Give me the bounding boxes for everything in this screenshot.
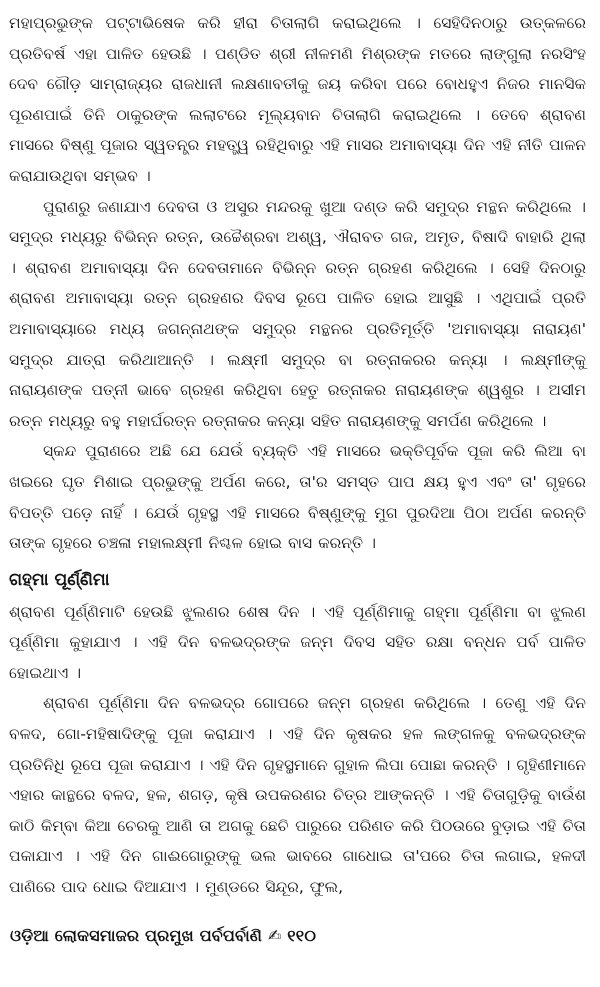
page-footer: ଓଡ଼ିଆ ଲୋକସମାଜର ପ୍ରମୁଖ ପର୍ବପର୍ବାଣି ✍ ୧୧୦ — [10, 926, 317, 945]
paragraph-1: ମହାପ୍ରଭୁଙ୍କ ପଟ୍ଟାଭିଷେକ କରି ହୀରା ଚିତାଲାଗି କରାଇଥିଲେ । ସେହିଦିନଠାରୁ ଉତ୍କଳରେ ପ୍ରତିବର୍ଷ ଏହା ପାଳିତ ହେଉଛି । ପଣ୍ଡିତ ଶ୍ରୀ ନୀଳମଣି ମିଶ୍ରଙ୍କ ମତରେ ଲାଙ୍ଗୁଲା ନରସିଂହ ଦେବ ଗୌଡ଼ ସାମ୍ରାଜ୍ୟର ରାଜଧାନୀ ଲକ୍ଷଣାବତୀକୁ ଜୟ କରିବା ପରେ ବୋଧହୁଏ ନିଜର ମାନସିକ ପୂରଣପାଇଁ ତିନି ଠାକୁରଙ୍କ ଲଲାଟରେ ମୂଲ୍ୟବାନ ଚିତାଲାଗି କରାଇଥିଲେ । ତେବେ ଶ୍ରାବଣ ମାସରେ ବିଷ୍ଣୁ ପୂଜାର ସ୍ୱତନ୍ତ୍ର ମହତ୍ତ୍ୱ ରହିଥିବାରୁ ଏହି ମାସର ଅମାବାସ୍ୟା ଦିନ ଏହି ନୀତି ପାଳନ କରାଯାଉଥିବା ସମ୍ଭବ । — [9, 14, 586, 185]
section-paragraph-1: ଶ୍ରାବଣ ପୂର୍ଣ୍ଣିମାଟି ହେଉଛି ଝୁଲଣର ଶେଷ ଦିନ । ଏହି ପୂର୍ଣ୍ଣିମାକୁ ଗହ୍ମା ପୂର୍ଣ୍ଣିମା ବା ଝୁଲଣ ପୂର୍ଣ୍ଣିମା କୁହାଯାଏ । ଏହି ଦିନ ବଳଭଦ୍ରଙ୍କ ଜନ୍ମ ଦିବସ ସହିତ ରକ୍ଷା ବନ୍ଧନ ପର୍ବ ପାଳିତ ହୋଇଥାଏ । — [9, 602, 586, 682]
paragraph-3: ସ୍କନ୍ଦ ପୁରାଣରେ ଅଛି ଯେ ଯେଉଁ ବ୍ୟକ୍ତି ଏହି ମାସରେ ଭକ୍ତିପୂର୍ବକ ପୂଜା କରି ଲିଆ ବା ଖଇରେ ଘୃତ ମିଶାଇ ପ୍ରଭୁଙ୍କୁ ଅର୍ପଣ କରେ, ତା'ର ସମସ୍ତ ପାପ କ୍ଷୟ ହୁଏ ଏବଂ ତା' ଗୃହରେ ବିପତ୍ତି ପଡ଼େ ନାହିଁ । ଯେଉଁ ଗୃହସ୍ଥ ଏହି ମାସରେ ବିଷ୍ଣୁଙ୍କୁ ମୁଗ ପୁରଦିଆ ପିଠା ଅର୍ପଣ କରନ୍ତି ତାଙ୍କ ଗୃହରେ ଚଞ୍ଚଳା ମହାଲକ୍ଷ୍ମୀ ନିଶ୍ଚଳ ହୋଇ ବାସ କରନ୍ତି । — [9, 442, 586, 553]
paragraph-2: ପୁରାଣରୁ ଜଣାଯାଏ ଦେବତା ଓ ଅସୁର ମନ୍ଦରକୁ ଖୁଆ ଦଣ୍ଡ କରି ସମୁଦ୍ର ମନ୍ଥନ କରିଥିଲେ । ସମୁଦ୍ର ମଧ୍ୟରୁ ବିଭିନ୍ନ ରତ୍ନ, ଉଚ୍ଚୈଶ୍ରବା ଅଶ୍ୱ, ଐରାବତ ଗଜ, ଅମୃତ, ବିଷାଦି ବାହାରି ଥିଲା । ଶ୍ରାବଣ ଅମାବାସ୍ୟା ଦିନ ଦେବତାମାନେ ବିଭିନ୍ନ ରତ୍ନ ଗ୍ରହଣ କରିଥିଲେ । ସେହି ଦିନଠାରୁ ଶ୍ରାବଣ ଅମାବାସ୍ୟା ରତ୍ନ ଗ୍ରହଣର ଦିବସ ରୂପେ ପାଳିତ ହୋଇ ଆସୁଛି । ଏଥିପାଇଁ ପ୍ରତି ଅମାବାସ୍ୟାରେ ମଧ୍ୟ ଜଗନ୍ନାଥଙ୍କ ସମୁଦ୍ର ମନ୍ଥନର ପ୍ରତିମୂର୍ତ୍ତି 'ଅମାବାସ୍ୟା ନାରାୟଣ' ସମୁଦ୍ର ଯାତ୍ରା କରିଥାଆନ୍ତି । ଲକ୍ଷ୍ମୀ ସମୁଦ୍ର ବା ରତ୍ନାକରର କନ୍ୟା । ଲକ୍ଷ୍ମୀଙ୍କୁ ନାରାୟଣଙ୍କ ପତ୍ନୀ ଭାବେ ଗ୍ରହଣ କରିଥିବା ହେତୁ ରତ୍ନାକର ନାରାୟଣଙ୍କ ଶ୍ୱଶୁର । ଅସୀମ ରତ୍ନ ମଧ୍ୟରୁ ବହୁ ମହାର୍ଘରତ୍ନ ରତ୍ନାକର କନ୍ୟା ସହିତ ନାରାୟଣଙ୍କୁ ସମର୍ପଣ କରିଥିଲେ । — [9, 197, 586, 430]
section-paragraph-2: ଶ୍ରାବଣ ପୂର୍ଣ୍ଣିମା ଦିନ ବଳଭଦ୍ର ଗୋପରେ ଜନ୍ମ ଗ୍ରହଣ କରିଥିଲେ । ତେଣୁ ଏହି ଦିନ ବଳଦ, ଗୋ-ମହିଷାଦିଙ୍କୁ ପୂଜା କରାଯାଏ । ଏହି ଦିନ କୃଷକର ହଳ ଲଙ୍ଗଳକୁ ବଳଭଦ୍ରଙ୍କ ପ୍ରତିନିଧି ରୂପେ ପୂଜା କରାଯାଏ । ଏହି ଦିନ ଗୃହସ୍ଥମାନେ ଗୁହାଳ ଲିପା ପୋଛା କରନ୍ତି । ଗୃହିଣୀମାନେ ଏହାର କାନ୍ଥରେ ବଳଦ, ହଳ, ଶଗଡ଼, କୃଷି ଉପକରଣର ଚିତ୍ର ଆଙ୍କନ୍ତି । ଏହି ଚିତାଗୁଡ଼ିକୁ ବାଉଁଶ କାଠି କିମ୍ବା କିଆ ଚେରକୁ ଆଣି ତା ଅଗକୁ ଛେଚି ପାରୁରେ ପରିଣତ କରି ପିଠଉରେ ବୁଡ଼ାଇ ଏହି ଚିତା ପକାଯାଏ । ଏହି ଦିନ ଗାଈଗୋରୁଙ୍କୁ ଭଲ ଭାବରେ ଗାଧୋଇ ତା'ପରେ ଚିତା ଲଗାଇ, ହଳଦୀ ପାଣିରେ ପାଦ ଧୋଇ ଦିଆଯାଏ । ମୁଣ୍ଡରେ ସିନ୍ଦୂର, ଫୁଲ, — [9, 694, 586, 897]
section-heading: ଗହ୍ମା ପୂର୍ଣ୍ଣିମା — [9, 569, 110, 590]
